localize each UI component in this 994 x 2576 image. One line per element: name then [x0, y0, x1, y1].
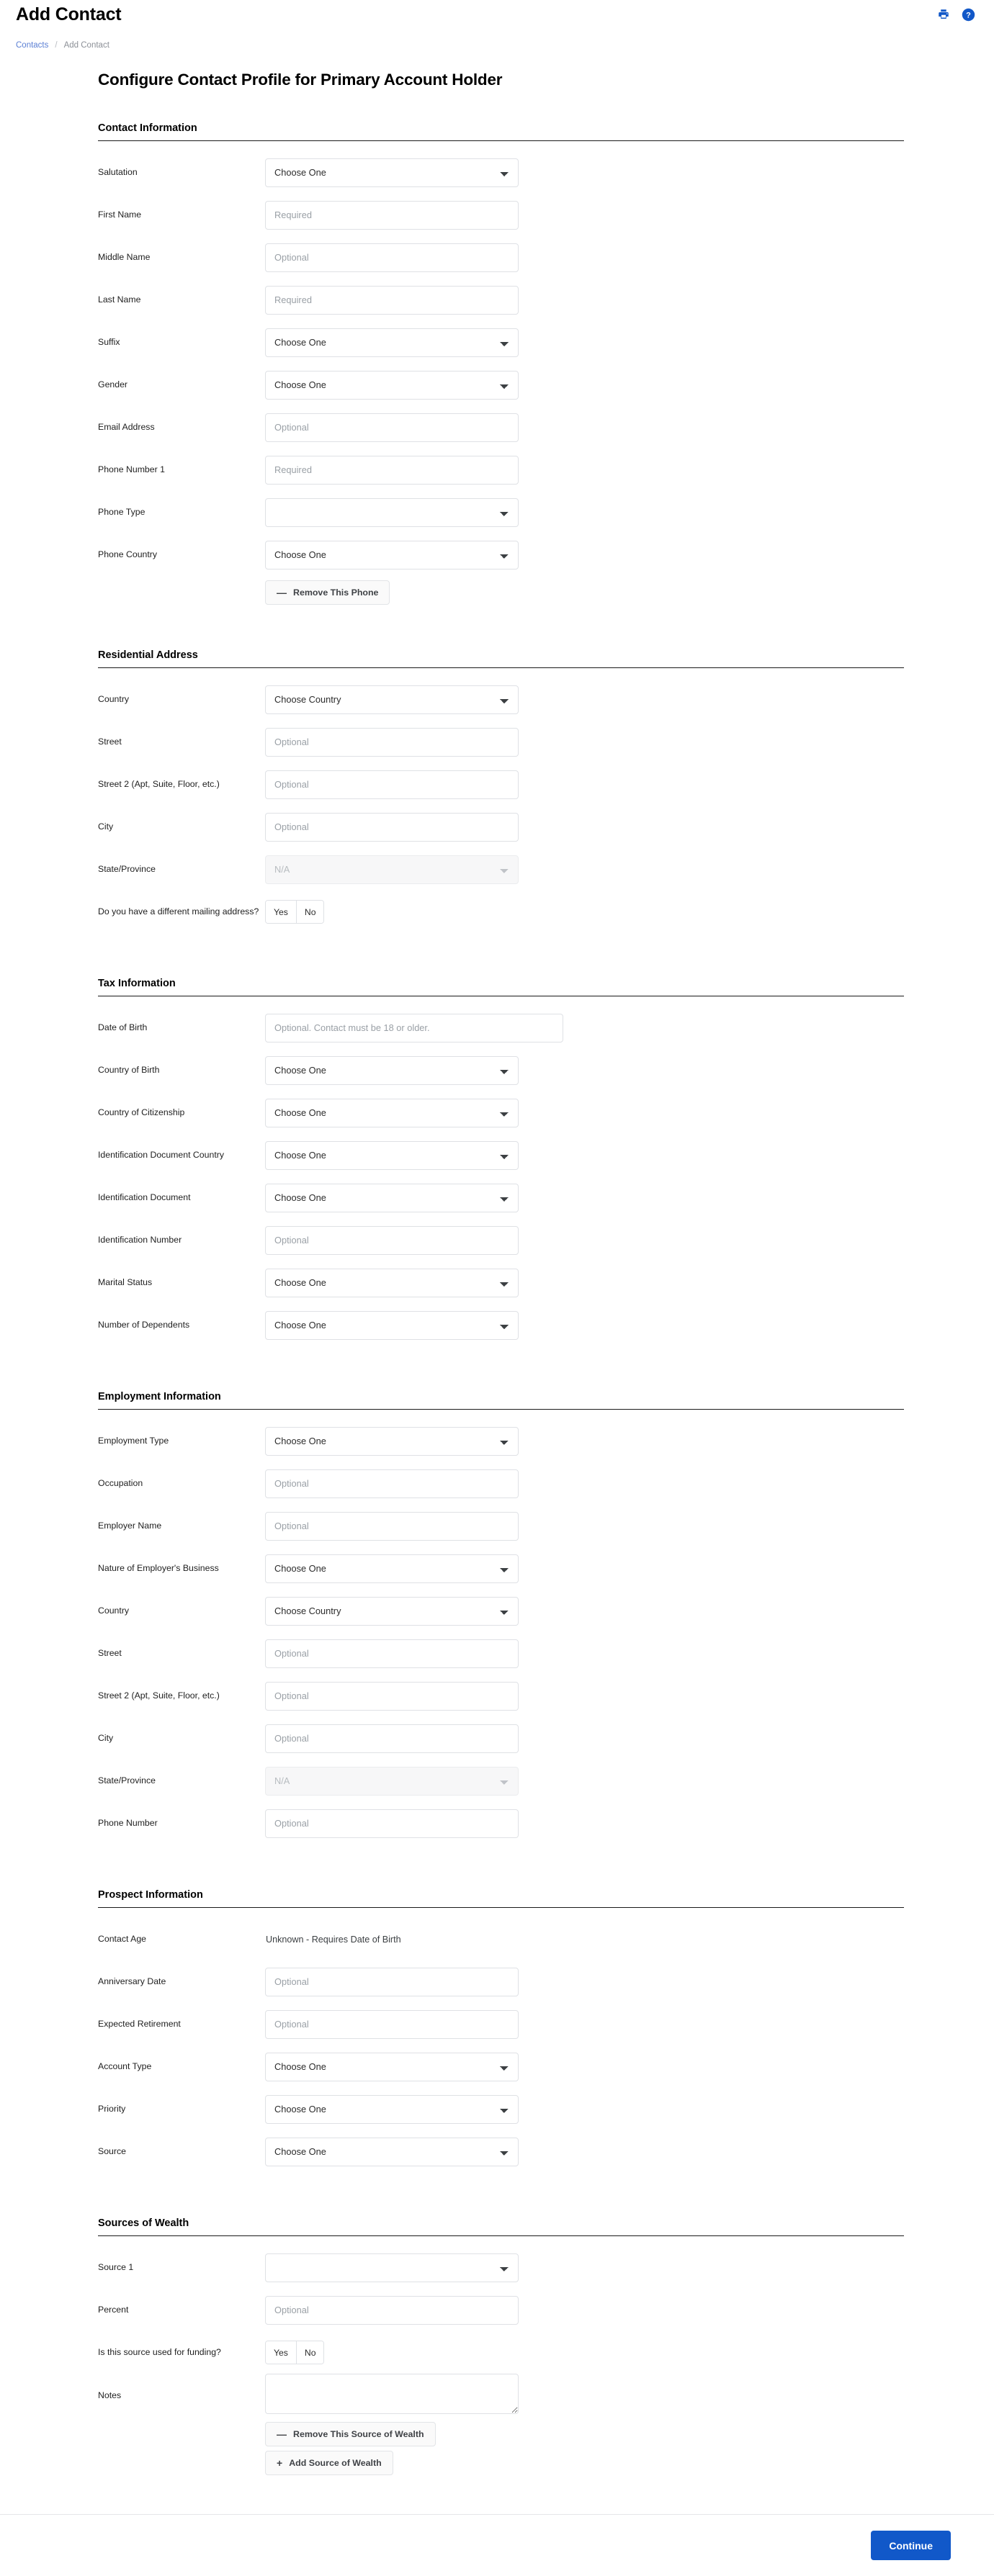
select-account-type[interactable]	[265, 2053, 519, 2081]
field-wrapper	[265, 1427, 519, 1456]
field-wrapper	[265, 2095, 519, 2124]
textarea-notes[interactable]	[265, 2374, 519, 2414]
section-residential-address	[98, 649, 905, 933]
label-phone-country: Phone Country	[98, 549, 158, 559]
form-row	[98, 406, 905, 449]
field-wrapper	[265, 1597, 519, 1626]
select-priority[interactable]	[265, 2095, 519, 2124]
field-wrapper	[265, 2053, 519, 2081]
form-row	[98, 1760, 905, 1802]
field-wrapper	[265, 2341, 324, 2364]
form-row	[98, 1547, 905, 1590]
section-title-tax-information: Tax Information	[98, 978, 176, 989]
section-title-contact-information: Contact Information	[98, 122, 197, 134]
form-row	[98, 678, 905, 721]
input-first-name[interactable]	[265, 201, 519, 230]
form-row	[98, 2003, 905, 2045]
label-contact-age: Contact Age	[98, 1933, 146, 1944]
select-suffix[interactable]	[265, 328, 519, 357]
form-row	[98, 1960, 905, 2003]
select-nature-of-employer-s-business[interactable]	[265, 1554, 519, 1583]
remove-this-source-of-wealth-button[interactable]	[265, 2422, 436, 2446]
toggle-is-this-source-used-for-funding	[265, 2341, 324, 2364]
field-wrapper	[265, 2374, 519, 2418]
label-date-of-birth: Date of Birth	[98, 1022, 148, 1032]
svg-text:?: ?	[965, 10, 971, 19]
toggle-no[interactable]: No	[296, 901, 324, 923]
section-spacer	[98, 612, 905, 649]
form-row	[98, 236, 905, 279]
input-street-2-apt-suite-floor-etc[interactable]	[265, 770, 519, 799]
continue-button[interactable]: Continue	[871, 2531, 951, 2560]
field-wrapper	[265, 1512, 519, 1541]
plus-icon: +	[277, 2457, 283, 2469]
select-phone-country[interactable]	[265, 541, 519, 569]
label-last-name: Last Name	[98, 294, 141, 305]
field-wrapper	[265, 1269, 519, 1297]
label-notes: Notes	[98, 2390, 122, 2400]
form-row	[98, 2331, 905, 2374]
field-wrapper	[265, 1056, 519, 1085]
section-spacer	[98, 2180, 905, 2217]
minus-icon: —	[277, 2428, 287, 2440]
breadcrumb-link-contacts[interactable]: Contacts	[16, 41, 49, 50]
label-street: Street	[98, 1647, 122, 1658]
form-row	[98, 2289, 905, 2331]
label-number-of-dependents: Number of Dependents	[98, 1319, 190, 1330]
toggle-yes[interactable]: Yes	[266, 901, 296, 923]
field-wrapper	[265, 1935, 401, 1945]
section-title-residential-address: Residential Address	[98, 649, 198, 661]
section-tax-information	[98, 978, 905, 1346]
form-row	[98, 2045, 905, 2088]
section-rule	[98, 140, 904, 141]
button-row	[98, 2451, 905, 2475]
label-employment-type: Employment Type	[98, 1435, 169, 1446]
label-email-address: Email Address	[98, 421, 155, 432]
form-row	[98, 2374, 905, 2418]
select-marital-status[interactable]	[265, 1269, 519, 1297]
form-row	[98, 533, 905, 576]
section-employment-information	[98, 1391, 905, 1845]
input-city[interactable]	[265, 1724, 519, 1753]
form-row	[98, 1717, 905, 1760]
label-employer-name: Employer Name	[98, 1520, 162, 1531]
label-nature-of-employer-s-business: Nature of Employer's Business	[98, 1562, 219, 1573]
breadcrumb-separator: /	[55, 41, 58, 50]
help-icon[interactable]	[961, 7, 975, 22]
label-phone-type: Phone Type	[98, 506, 145, 517]
field-wrapper	[265, 456, 519, 485]
label-first-name: First Name	[98, 209, 142, 220]
section-rule	[98, 1409, 904, 1410]
print-icon[interactable]	[936, 7, 951, 22]
field-wrapper	[265, 900, 324, 924]
input-expected-retirement[interactable]	[265, 2010, 519, 2039]
select-state-province	[265, 855, 519, 884]
button-label: Add Source of Wealth	[289, 2458, 382, 2468]
field-wrapper	[265, 2138, 519, 2166]
form-row	[98, 806, 905, 848]
form-container	[98, 71, 905, 2475]
input-street[interactable]	[265, 728, 519, 757]
input-date-of-birth[interactable]	[265, 1014, 563, 1042]
form-row	[98, 491, 905, 533]
form-row	[98, 1802, 905, 1845]
label-street-2-apt-suite-floor-etc: Street 2 (Apt, Suite, Floor, etc.)	[98, 1690, 220, 1701]
field-wrapper	[265, 1311, 519, 1340]
field-wrapper	[265, 1469, 519, 1498]
field-wrapper	[265, 1141, 519, 1170]
label-middle-name: Middle Name	[98, 251, 151, 262]
input-middle-name[interactable]	[265, 243, 519, 272]
breadcrumb-current: Add Contact	[63, 41, 109, 50]
form-row	[98, 1632, 905, 1675]
section-rule	[98, 1907, 904, 1908]
field-wrapper	[265, 286, 519, 315]
label-occupation: Occupation	[98, 1477, 143, 1488]
form-row	[98, 2130, 905, 2173]
page-body	[0, 53, 994, 2475]
select-salutation[interactable]	[265, 158, 519, 187]
select-gender[interactable]	[265, 371, 519, 400]
form-row	[98, 891, 905, 933]
field-wrapper	[265, 1099, 519, 1127]
add-source-of-wealth-button[interactable]	[265, 2451, 393, 2475]
input-street[interactable]	[265, 1639, 519, 1668]
input-anniversary-date[interactable]	[265, 1968, 519, 1996]
label-country-of-birth: Country of Birth	[98, 1064, 160, 1075]
button-row	[98, 2422, 905, 2446]
field-wrapper	[265, 728, 519, 757]
top-bar	[0, 0, 994, 37]
select-identification-document[interactable]	[265, 1184, 519, 1212]
field-wrapper	[265, 1724, 519, 1753]
remove-this-phone-button[interactable]	[265, 580, 390, 605]
input-identification-number[interactable]	[265, 1226, 519, 1255]
input-last-name[interactable]	[265, 286, 519, 315]
form-row	[98, 364, 905, 406]
field-wrapper	[265, 1682, 519, 1711]
select-phone-type[interactable]	[265, 498, 519, 527]
button-row	[98, 580, 905, 605]
select-country-of-birth[interactable]	[265, 1056, 519, 1085]
section-spacer	[98, 1852, 905, 1889]
select-source[interactable]	[265, 2138, 519, 2166]
readonly-contact-age: Unknown - Requires Date of Birth	[266, 1934, 401, 1945]
form-row	[98, 1590, 905, 1632]
select-number-of-dependents[interactable]	[265, 1311, 519, 1340]
section-title-employment-information: Employment Information	[98, 1391, 221, 1402]
label-gender: Gender	[98, 379, 128, 389]
label-identification-number: Identification Number	[98, 1234, 182, 1245]
label-marital-status: Marital Status	[98, 1276, 153, 1287]
label-source: Source	[98, 2145, 126, 2156]
form-row	[98, 1420, 905, 1462]
section-spacer	[98, 940, 905, 978]
section-contact-information	[98, 122, 905, 605]
label-state-province: State/Province	[98, 1775, 156, 1785]
section-title-sources-of-wealth: Sources of Wealth	[98, 2217, 189, 2229]
label-source-1: Source 1	[98, 2261, 134, 2272]
select-state-province	[265, 1767, 519, 1796]
label-phone-number: Phone Number	[98, 1817, 158, 1828]
label-country-of-citizenship: Country of Citizenship	[98, 1107, 185, 1117]
field-wrapper	[265, 371, 519, 400]
button-label: Remove This Phone	[293, 587, 379, 598]
field-wrapper	[265, 158, 519, 187]
field-wrapper	[265, 2296, 519, 2325]
label-percent: Percent	[98, 2304, 129, 2315]
label-do-you-have-a-different-mailing-address: Do you have a different mailing address?	[98, 906, 259, 917]
label-expected-retirement: Expected Retirement	[98, 2018, 181, 2029]
toggle-no[interactable]: No	[296, 2341, 324, 2364]
select-country[interactable]	[265, 685, 519, 714]
input-phone-number[interactable]	[265, 1809, 519, 1838]
form-row	[98, 721, 905, 763]
form-row	[98, 1134, 905, 1176]
field-wrapper	[265, 328, 519, 357]
label-country: Country	[98, 693, 130, 704]
field-wrapper	[265, 1554, 519, 1583]
field-wrapper	[265, 413, 519, 442]
label-identification-document: Identification Document	[98, 1192, 191, 1202]
label-priority: Priority	[98, 2103, 126, 2114]
section-sources-of-wealth	[98, 2217, 905, 2475]
select-country[interactable]	[265, 1597, 519, 1626]
select-identification-document-country[interactable]	[265, 1141, 519, 1170]
form-row	[98, 1006, 905, 1049]
form-row	[98, 1675, 905, 1717]
field-wrapper	[265, 1767, 519, 1796]
form-row	[98, 279, 905, 321]
form-row	[98, 2088, 905, 2130]
form-row	[98, 1261, 905, 1304]
form-row	[98, 763, 905, 806]
input-street-2-apt-suite-floor-etc[interactable]	[265, 1682, 519, 1711]
field-wrapper	[265, 2253, 519, 2282]
field-wrapper	[265, 813, 519, 842]
label-account-type: Account Type	[98, 2061, 152, 2071]
section-prospect-information	[98, 1889, 905, 2173]
label-city: City	[98, 821, 114, 832]
field-wrapper	[265, 1968, 519, 1996]
form-heading: Configure Contact Profile for Primary Account Holder	[98, 71, 503, 89]
button-label: Remove This Source of Wealth	[293, 2429, 424, 2439]
select-employment-type[interactable]	[265, 1427, 519, 1456]
minus-icon: —	[277, 587, 287, 598]
form-row	[98, 1304, 905, 1346]
form-row	[98, 151, 905, 194]
field-wrapper	[265, 1014, 563, 1042]
field-wrapper	[265, 855, 519, 884]
input-percent[interactable]	[265, 2296, 519, 2325]
label-street-2-apt-suite-floor-etc: Street 2 (Apt, Suite, Floor, etc.)	[98, 778, 220, 789]
field-wrapper	[265, 2010, 519, 2039]
form-row	[98, 1049, 905, 1091]
form-row	[98, 848, 905, 891]
field-wrapper	[265, 1639, 519, 1668]
field-wrapper	[265, 201, 519, 230]
label-street: Street	[98, 736, 122, 747]
breadcrumb	[0, 37, 994, 53]
label-suffix: Suffix	[98, 336, 120, 347]
form-row	[98, 1505, 905, 1547]
form-row	[98, 1176, 905, 1219]
label-country: Country	[98, 1605, 130, 1616]
section-spacer	[98, 1354, 905, 1391]
top-bar-actions	[936, 7, 975, 22]
form-row	[98, 1918, 905, 1960]
input-occupation[interactable]	[265, 1469, 519, 1498]
label-anniversary-date: Anniversary Date	[98, 1976, 166, 1986]
field-wrapper	[265, 541, 519, 569]
form-row	[98, 1091, 905, 1134]
toggle-do-you-have-a-different-mailing-address	[265, 900, 324, 924]
field-wrapper	[265, 243, 519, 272]
toggle-yes[interactable]: Yes	[266, 2341, 296, 2364]
input-phone-number-1[interactable]	[265, 456, 519, 485]
select-source-1[interactable]	[265, 2253, 519, 2282]
form-row	[98, 194, 905, 236]
field-wrapper	[265, 1226, 519, 1255]
form-row	[98, 1219, 905, 1261]
section-title-prospect-information: Prospect Information	[98, 1889, 203, 1901]
page-title: Add Contact	[16, 4, 122, 24]
section-rule	[98, 2235, 904, 2236]
field-wrapper	[265, 498, 519, 527]
input-employer-name[interactable]	[265, 1512, 519, 1541]
form-row	[98, 1462, 905, 1505]
form-row	[98, 321, 905, 364]
input-city[interactable]	[265, 813, 519, 842]
label-city: City	[98, 1732, 114, 1743]
label-state-province: State/Province	[98, 863, 156, 874]
section-rule	[98, 667, 904, 668]
select-country-of-citizenship[interactable]	[265, 1099, 519, 1127]
form-sections	[98, 122, 905, 2475]
input-email-address[interactable]	[265, 413, 519, 442]
field-wrapper	[265, 770, 519, 799]
label-salutation: Salutation	[98, 166, 138, 177]
label-is-this-source-used-for-funding: Is this source used for funding?	[98, 2346, 221, 2357]
label-phone-number-1: Phone Number 1	[98, 464, 165, 474]
footer	[0, 2515, 994, 2576]
field-wrapper	[265, 1184, 519, 1212]
label-identification-document-country: Identification Document Country	[98, 1149, 224, 1160]
field-wrapper	[265, 685, 519, 714]
form-row	[98, 2246, 905, 2289]
field-wrapper	[265, 1809, 519, 1838]
form-row	[98, 449, 905, 491]
